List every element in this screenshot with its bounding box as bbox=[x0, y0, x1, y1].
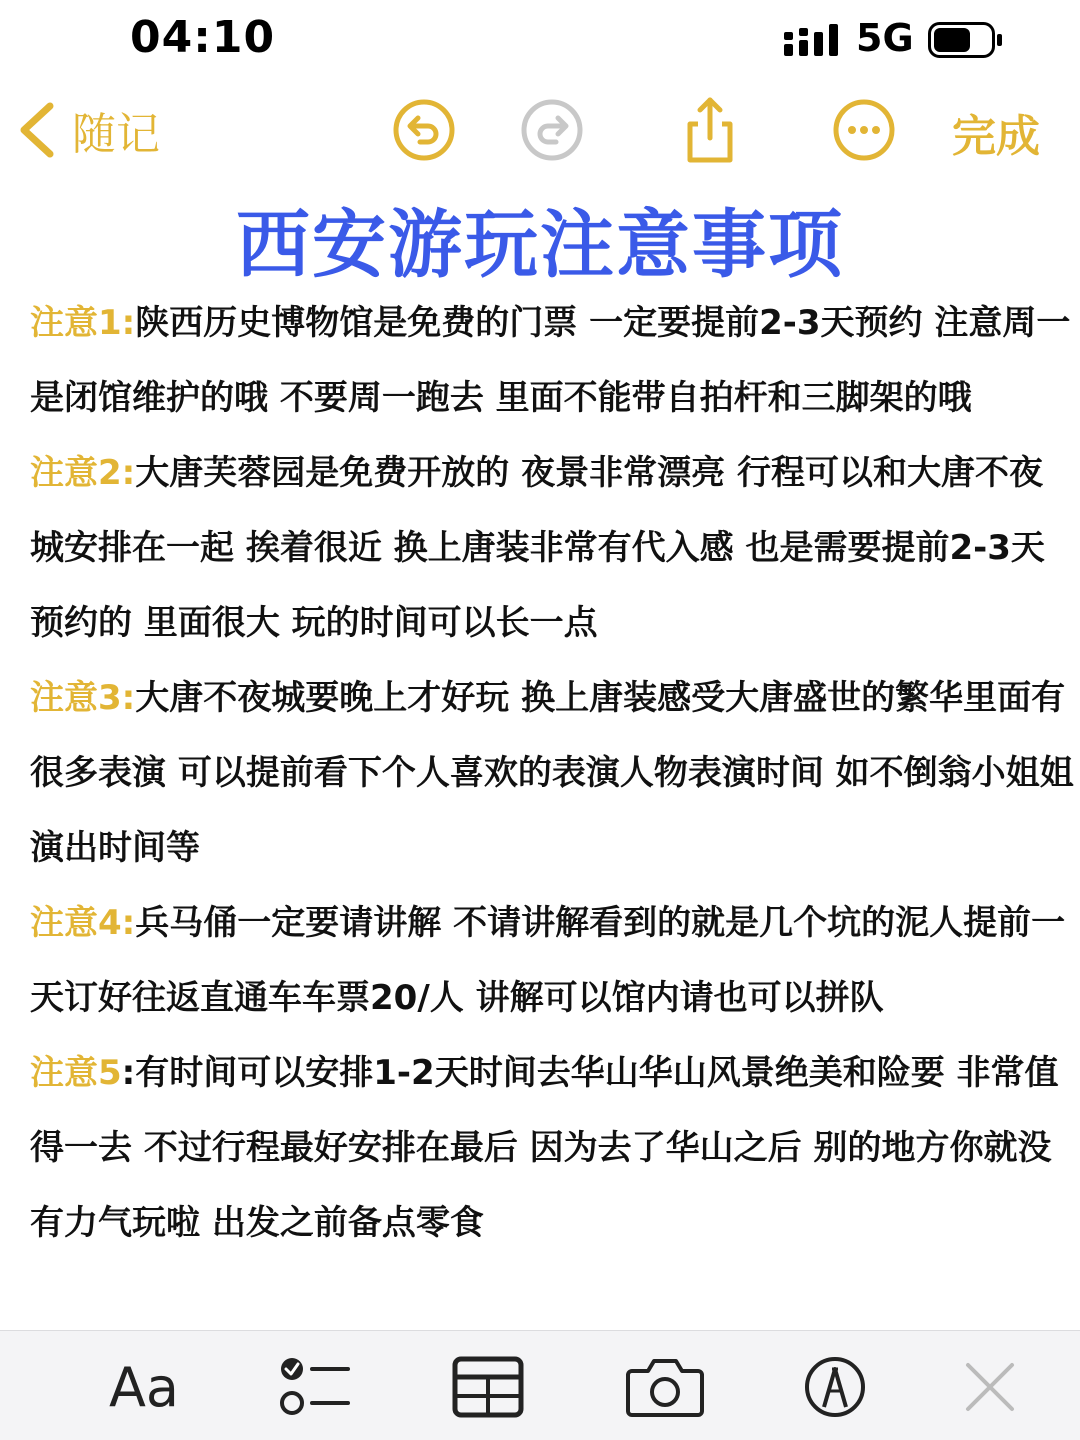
close-toolbar-button[interactable] bbox=[962, 1355, 1018, 1419]
bottom-toolbar bbox=[0, 1330, 1080, 1440]
status-time: 04:10 bbox=[130, 12, 276, 63]
checklist-icon bbox=[278, 1355, 350, 1419]
tip-label: 注意2: bbox=[30, 453, 136, 493]
table-icon bbox=[452, 1355, 524, 1419]
done-button[interactable]: 完成 bbox=[952, 111, 1040, 162]
status-bar bbox=[0, 0, 1080, 80]
tip-label: 注意5 bbox=[30, 1053, 122, 1093]
close-icon bbox=[962, 1355, 1018, 1419]
tip-label: 注意4: bbox=[30, 903, 136, 943]
undo-icon[interactable] bbox=[390, 96, 458, 164]
markup-icon bbox=[802, 1355, 868, 1419]
note-title[interactable]: 西安游玩注意事项 bbox=[236, 202, 844, 288]
checklist-button[interactable] bbox=[278, 1355, 350, 1419]
format-button[interactable]: Aa bbox=[108, 1355, 180, 1419]
tip-text: 陕西历史博物馆是免费的门票 一定要提前2-3天预约 注意周一是闭馆维护的哦 不要周一跑去 里面不能带自拍杆和三脚架的哦 bbox=[30, 303, 1071, 418]
back-button[interactable] bbox=[14, 98, 160, 162]
note-body[interactable] bbox=[30, 286, 1074, 1261]
more-icon[interactable] bbox=[830, 96, 898, 164]
redo-icon[interactable] bbox=[518, 96, 586, 164]
tip-paragraph bbox=[30, 436, 1074, 661]
tip-text: 大唐不夜城要晚上才好玩 换上唐装感受大唐盛世的繁华里面有很多表演 可以提前看下个人喜欢的表演人物表演时间 如不倒翁小姐姐演出时间等 bbox=[30, 678, 1074, 868]
tip-paragraph bbox=[30, 886, 1074, 1036]
share-icon[interactable] bbox=[676, 96, 744, 164]
nav-bar bbox=[0, 90, 1080, 170]
tip-paragraph bbox=[30, 1036, 1074, 1261]
battery-icon bbox=[928, 22, 1004, 58]
markup-button[interactable] bbox=[802, 1355, 868, 1419]
camera-button[interactable] bbox=[626, 1355, 704, 1419]
chevron-left-icon bbox=[14, 100, 58, 160]
tip-label: 注意1: bbox=[30, 303, 136, 343]
tip-paragraph bbox=[30, 661, 1074, 886]
signal-icon bbox=[784, 22, 840, 58]
tip-text: :有时间可以安排1-2天时间去华山华山风景绝美和险要 非常值得一去 不过行程最好安排在最后 因为去了华山之后 别的地方你就没有力气玩啦 出发之前备点零食 bbox=[30, 1053, 1059, 1243]
back-label: 随记 bbox=[72, 109, 160, 160]
tip-label: 注意3: bbox=[30, 678, 136, 718]
network-type: 5G bbox=[856, 16, 914, 60]
table-button[interactable] bbox=[452, 1355, 524, 1419]
tip-paragraph bbox=[30, 286, 1074, 436]
camera-icon bbox=[626, 1355, 704, 1419]
tip-text: 大唐芙蓉园是免费开放的 夜景非常漂亮 行程可以和大唐不夜城安排在一起 挨着很近 换上唐装非常有代入感 也是需要提前2-3天预约的 里面很大 玩的时间可以长一点 bbox=[30, 453, 1045, 643]
tip-text: 兵马俑一定要请讲解 不请讲解看到的就是几个坑的泥人提前一天订好往返直通车车票20/人 讲解可以馆内请也可以拼队 bbox=[30, 903, 1066, 1018]
